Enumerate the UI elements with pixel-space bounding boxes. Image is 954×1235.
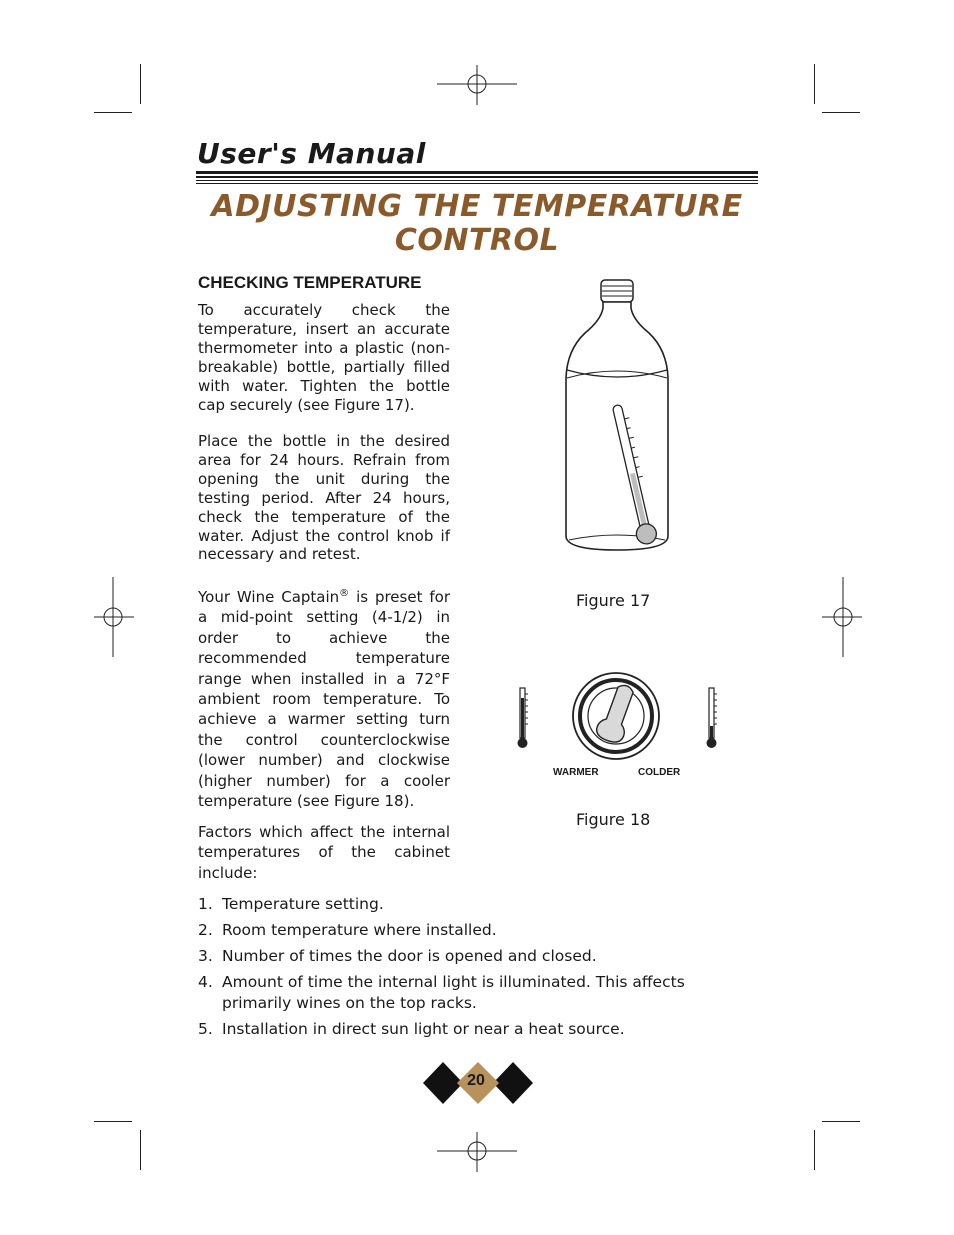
warmer-thermometer-icon <box>514 686 534 750</box>
preset-text-start: Your Wine Captain <box>198 588 340 606</box>
figure-17-caption: Figure 17 <box>576 591 651 610</box>
manual-title: User's Manual <box>197 137 426 170</box>
list-item-text: Installation in direct sun light or near a heat source. <box>222 1020 625 1038</box>
list-item-number: 1. <box>198 895 213 913</box>
list-item-text: Number of times the door is opened and closed. <box>222 947 597 965</box>
registration-mark-right <box>822 577 862 657</box>
crop-mark-bottom-right-vertical <box>814 1130 815 1170</box>
list-item-text: Temperature setting. <box>222 895 384 913</box>
registered-mark: ® <box>339 588 350 599</box>
list-item-number: 4. <box>198 973 213 991</box>
crop-mark-top-right-horizontal <box>822 112 860 113</box>
list-item <box>198 920 718 941</box>
paragraph-factors: Factors which affect the internal temperatures of the cabinet include: <box>198 823 450 882</box>
crop-mark-bottom-left-vertical <box>140 1130 141 1170</box>
section-heading: CHECKING TEMPERATURE <box>198 273 422 292</box>
registration-mark-left <box>94 577 134 657</box>
list-item <box>198 894 718 915</box>
page-number: 20 <box>467 1072 485 1089</box>
registration-mark-top <box>437 65 517 105</box>
registration-mark-bottom <box>437 1132 517 1172</box>
colder-thermometer-icon <box>703 686 723 750</box>
paragraph-preset-setting <box>198 584 450 811</box>
warmer-label: WARMER <box>553 767 599 778</box>
factors-list <box>198 894 718 1045</box>
list-item <box>198 972 718 1014</box>
crop-mark-top-left-vertical <box>140 64 141 104</box>
crop-mark-top-right-vertical <box>814 64 815 104</box>
list-item-number: 5. <box>198 1020 213 1038</box>
list-item <box>198 1019 718 1040</box>
figure-18-caption: Figure 18 <box>576 810 651 829</box>
list-item-number: 2. <box>198 921 213 939</box>
colder-label: COLDER <box>638 767 681 778</box>
crop-mark-top-left-horizontal <box>94 112 132 113</box>
paragraph-place-bottle: Place the bottle in the desired area for 24 hours. Refrain from opening the unit during the testing period. After 24 hours, check the temperature of the water. Adjust the control knob if necessary and retest. <box>198 432 450 564</box>
page-title <box>196 190 758 258</box>
list-item-text: Room temperature where installed. <box>222 921 497 939</box>
crop-mark-bottom-left-horizontal <box>94 1121 132 1122</box>
paragraph-check-temperature: To accurately check the temperature, insert an accurate thermometer into a plastic (non-breakable) bottle, partially filled with water. Tighten the bottle cap securely (see Figure 17). <box>198 301 450 414</box>
header-rule <box>196 171 758 186</box>
list-item <box>198 946 718 967</box>
page-title-line-2: CONTROL <box>394 223 560 258</box>
crop-mark-bottom-right-horizontal <box>822 1121 860 1122</box>
control-knob-dial-icon <box>570 670 662 762</box>
page-title-line-1: ADJUSTING THE TEMPERATURE <box>211 189 743 224</box>
preset-text-rest: is preset for a mid-point setting (4-1/2) in order to achieve the recommended temperature range when installed in a 72°F ambient room temperature. To achieve a warmer setting turn the control counterclockwise (lower number) and clockwise (higher number) for a cooler temperature (see Figure 18). <box>198 588 450 811</box>
bottle-thermometer-illustration <box>555 278 680 556</box>
list-item-text: Amount of time the internal light is illuminated. This affects primarily wines on the top racks. <box>222 973 685 1012</box>
list-item-number: 3. <box>198 947 213 965</box>
